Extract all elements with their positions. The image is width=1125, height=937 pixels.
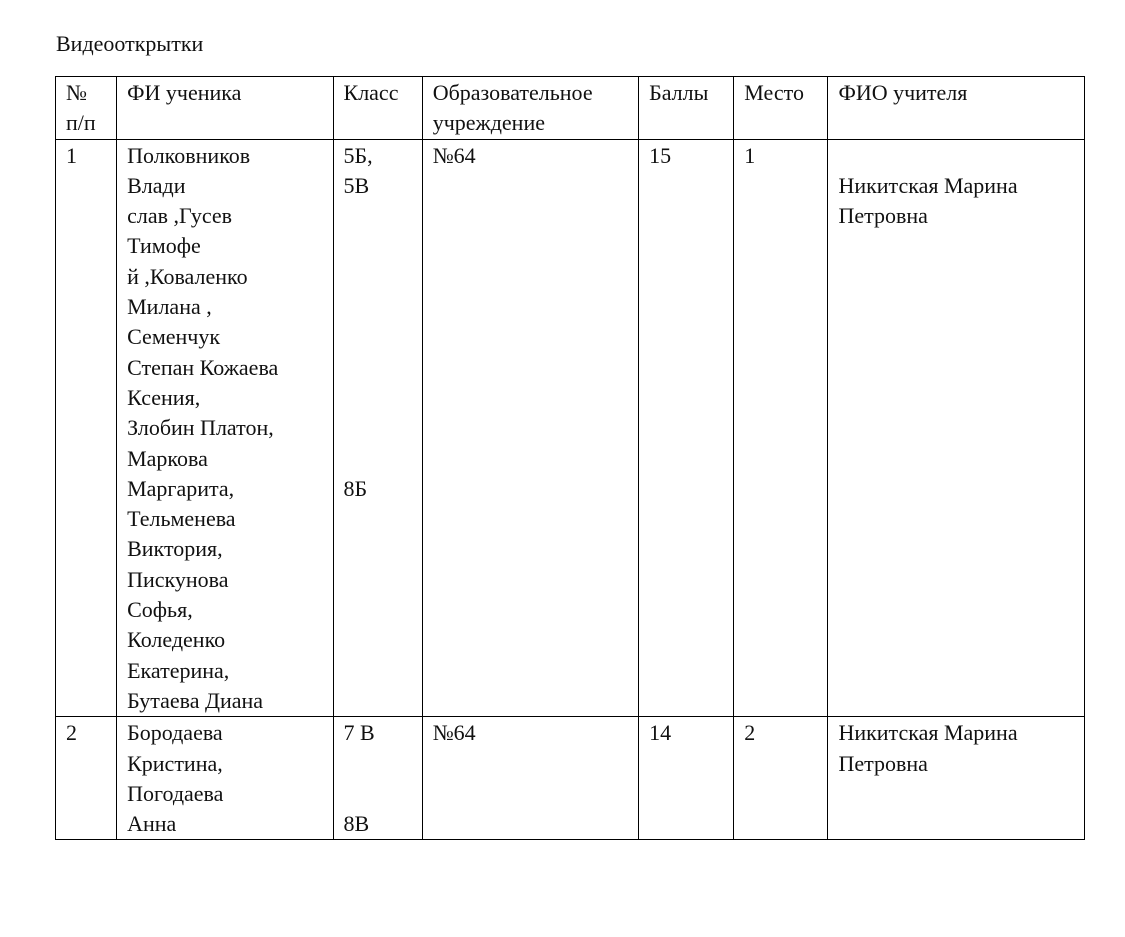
student-name-line: Маргарита, <box>127 475 235 501</box>
header-score-label: Баллы <box>649 80 709 105</box>
class-value: 5Б, <box>343 142 373 168</box>
class-spacer <box>344 292 412 322</box>
row-place <box>734 139 828 717</box>
teacher-name-line: Никитская Марина <box>838 172 1018 198</box>
school-value: №64 <box>432 142 476 168</box>
class-spacer <box>344 413 412 443</box>
class-spacer <box>344 231 412 261</box>
student-name-line: Тимофе <box>127 233 201 259</box>
row-teacher <box>828 717 1085 840</box>
header-place-label: Место <box>744 80 804 105</box>
results-table <box>55 76 1085 840</box>
document-title: Видеооткрытки <box>56 31 204 56</box>
row-score <box>639 139 734 717</box>
class-value: 8Б <box>343 475 368 501</box>
row-students <box>117 139 333 717</box>
header-num-line1: № <box>66 80 87 105</box>
header-place <box>734 77 828 140</box>
teacher-name-line: Петровна <box>838 203 928 229</box>
table-row <box>56 717 1085 840</box>
class-spacer <box>344 201 412 231</box>
class-spacer <box>344 749 412 779</box>
school-value: №64 <box>432 720 476 746</box>
student-name-line: й ,Коваленко <box>127 263 248 289</box>
class-value: 5В <box>343 172 370 198</box>
student-name-line: Погодаева <box>127 780 224 806</box>
student-name-line: Софья, <box>127 597 193 623</box>
class-spacer <box>344 779 412 809</box>
row-school <box>422 139 638 717</box>
row-class <box>333 717 422 840</box>
header-school-line2: учреждение <box>432 110 545 136</box>
student-name-line: Полковников <box>127 142 251 168</box>
row-school <box>422 717 638 840</box>
header-num-line2: п/п <box>66 110 96 136</box>
header-row <box>56 77 1085 140</box>
student-name-line: Пискунова <box>127 566 229 592</box>
student-name-line: Милана , <box>127 294 212 320</box>
class-spacer <box>344 262 412 292</box>
table-row <box>56 139 1085 717</box>
teacher-name-line: Никитская Марина <box>838 720 1018 746</box>
row-num-value: 2 <box>66 720 77 746</box>
score-value: 14 <box>649 720 672 746</box>
header-class <box>333 77 422 140</box>
student-name-line: Злобин Платон, <box>127 415 274 441</box>
student-name-line: Кристина, <box>127 750 223 776</box>
row-teacher <box>828 139 1085 717</box>
header-class-label: Класс <box>343 80 399 105</box>
class-value: 8В <box>343 811 370 837</box>
student-name-line: Маркова <box>127 445 208 471</box>
row-num <box>56 717 117 840</box>
row-score <box>639 717 734 840</box>
row-place <box>734 717 828 840</box>
student-name-line: Виктория, <box>127 536 223 562</box>
student-name-line: Семенчук <box>127 324 221 350</box>
teacher-spacer <box>838 141 1074 171</box>
header-student-label: ФИ ученика <box>127 80 242 105</box>
student-name-line: Коледенко <box>127 627 226 653</box>
row-class <box>333 139 422 717</box>
place-value: 1 <box>744 142 756 168</box>
teacher-name-line: Петровна <box>838 750 928 776</box>
score-value: 15 <box>649 142 672 168</box>
header-teacher-label: ФИО учителя <box>838 80 968 105</box>
header-teacher <box>828 77 1085 140</box>
place-value: 2 <box>744 720 756 746</box>
row-num <box>56 139 117 717</box>
row-students <box>117 717 333 840</box>
row-num-value: 1 <box>66 142 77 168</box>
student-name-line: Бородаева <box>127 720 223 746</box>
class-spacer <box>344 322 412 352</box>
header-student <box>117 77 333 140</box>
student-name-line: Анна <box>127 811 177 837</box>
header-school-line1: Образовательное <box>432 80 593 105</box>
student-name-line: Бутаева Диана <box>127 687 264 713</box>
student-name-line: слав ,Гусев <box>127 203 233 229</box>
student-name-line: Тельменева <box>127 506 236 532</box>
student-name-line: Степан Кожаева <box>127 354 279 380</box>
header-num <box>56 77 117 140</box>
class-value: 7 В <box>343 720 375 746</box>
class-spacer <box>344 353 412 383</box>
class-spacer <box>344 444 412 474</box>
class-spacer <box>344 383 412 413</box>
header-school <box>422 77 638 140</box>
student-name-line: Влади <box>127 172 186 198</box>
header-score <box>639 77 734 140</box>
student-name-line: Ксения, <box>127 384 201 410</box>
student-name-line: Екатерина, <box>127 657 230 683</box>
